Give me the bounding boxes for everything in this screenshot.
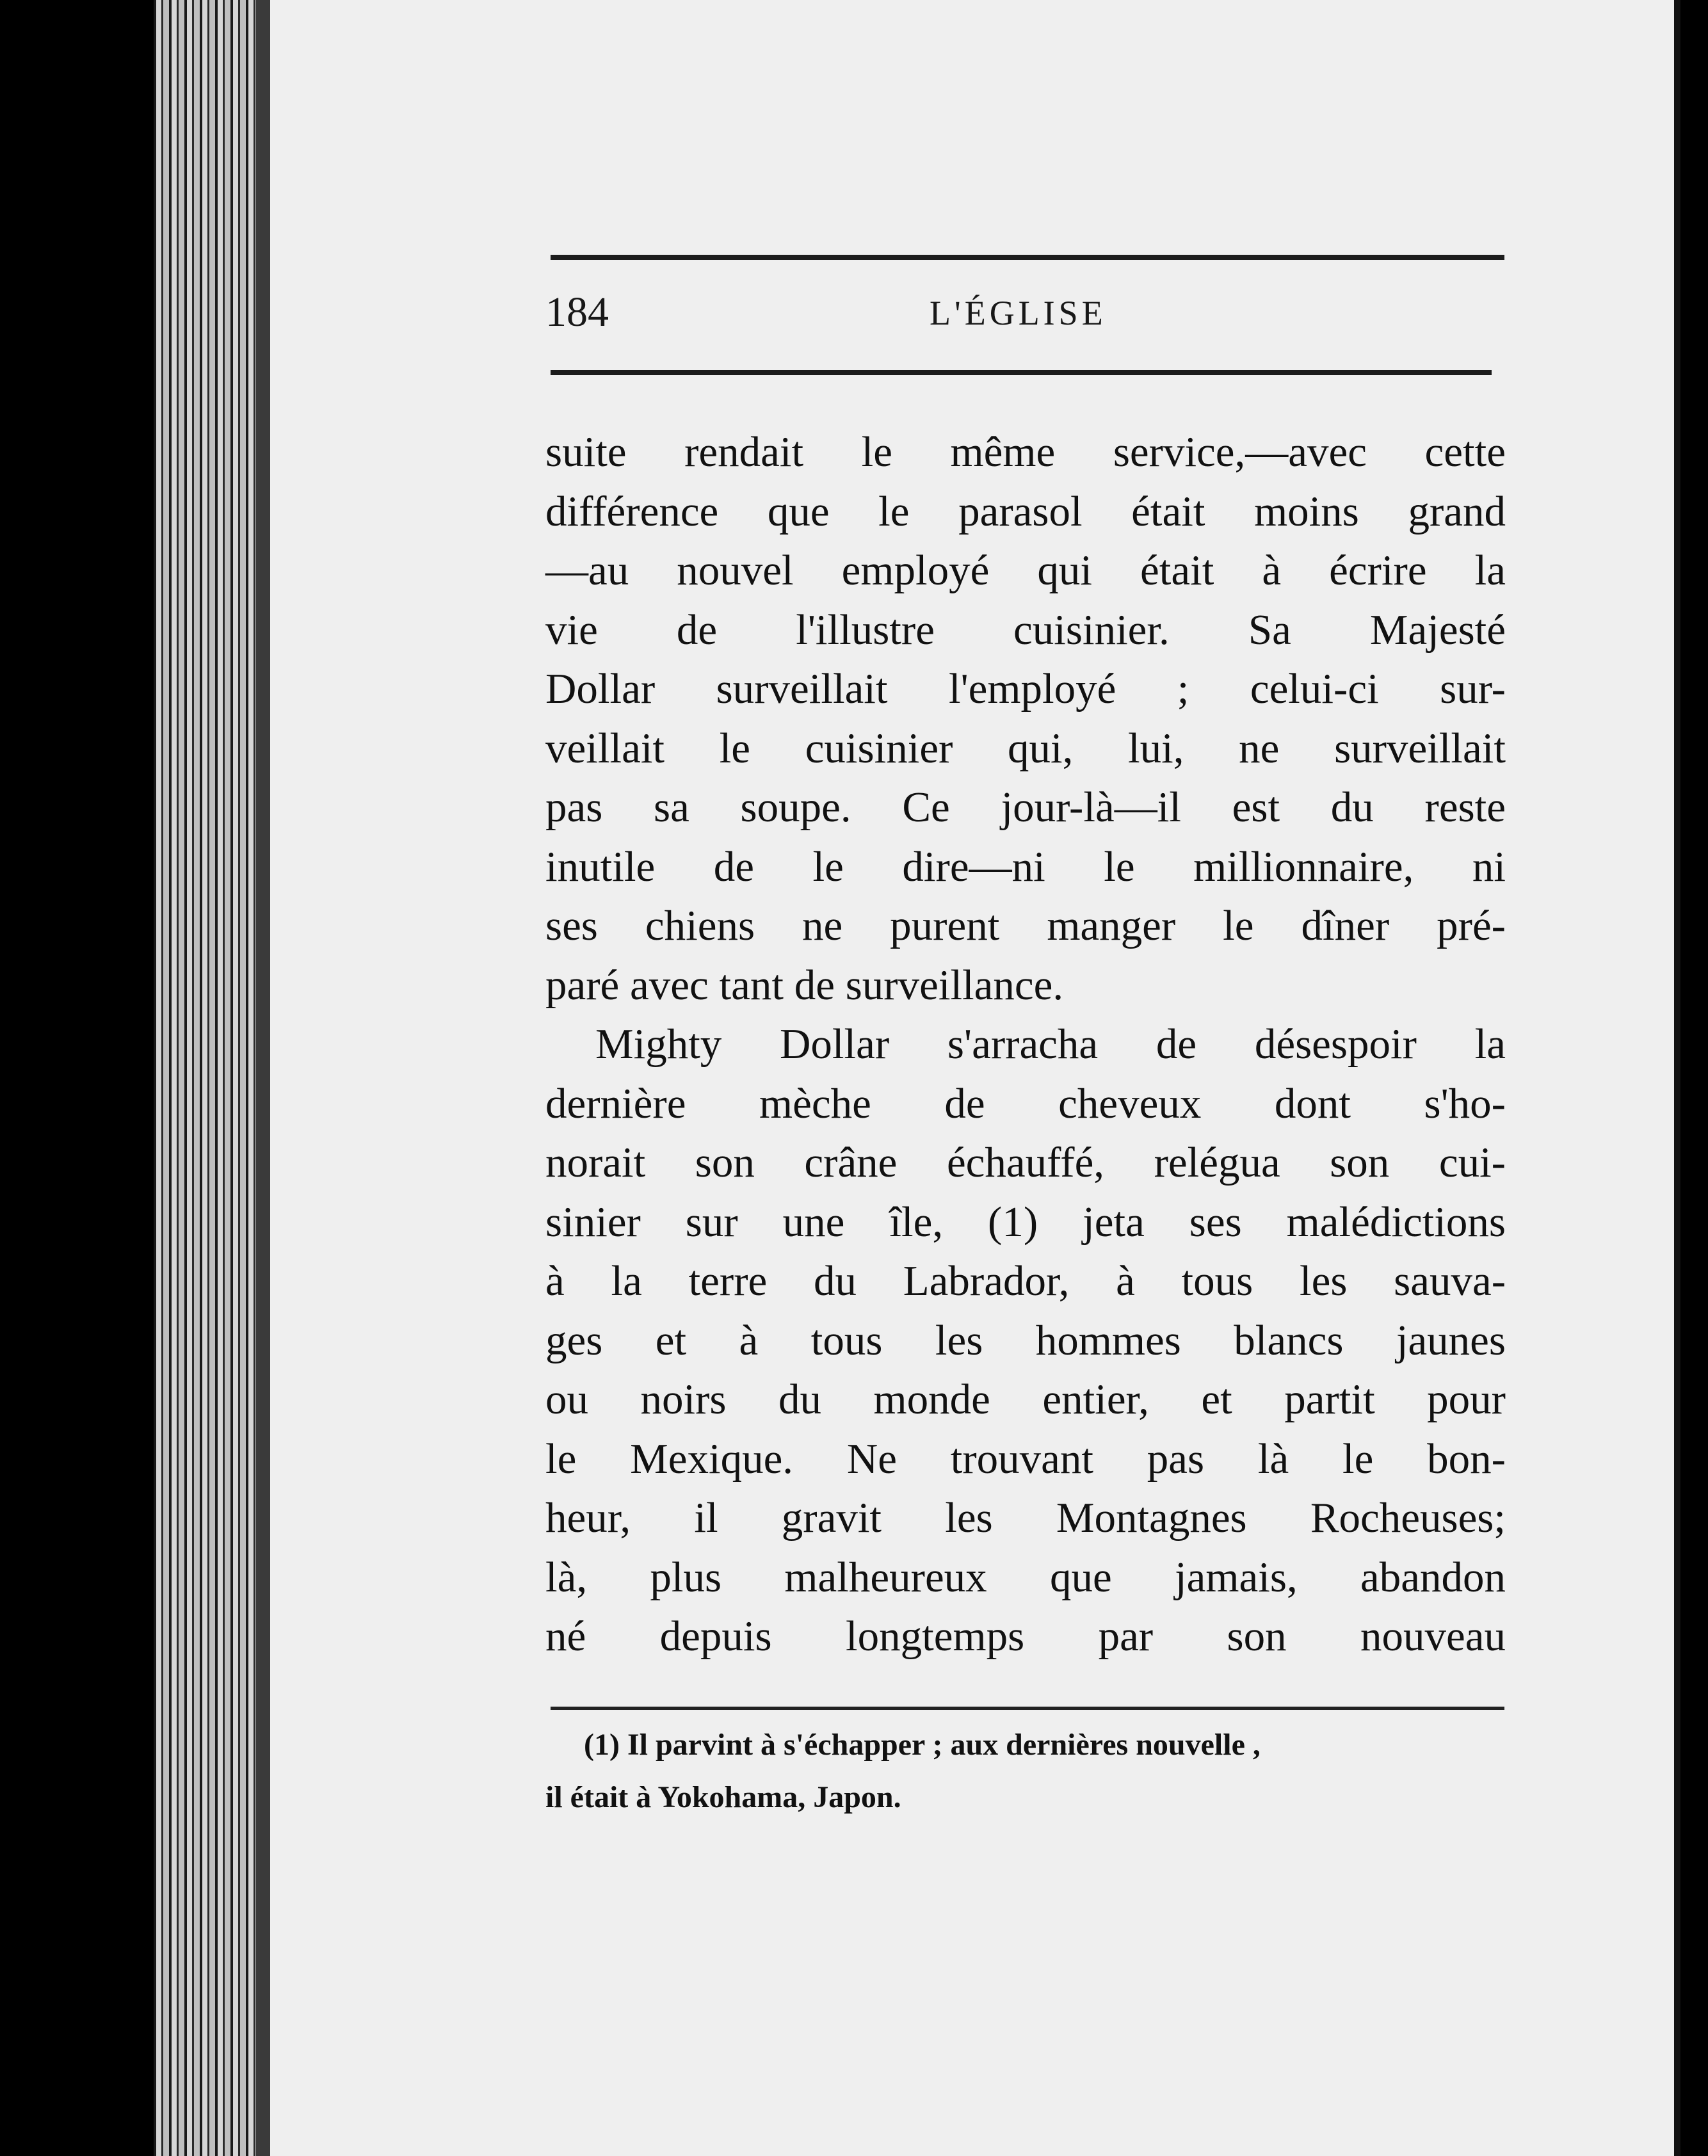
text-line: le Mexique. Ne trouvant pas là le bon- — [545, 1435, 1506, 1483]
text-line: veillait le cuisinier qui, lui, ne surveillait — [545, 724, 1506, 772]
text-line: vie de l'illustre cuisinier. Sa Majesté — [545, 606, 1506, 654]
footnote — [545, 1719, 1506, 1824]
header-rule-top — [551, 255, 1504, 260]
text-line: ou noirs du monde entier, et partit pour — [545, 1376, 1506, 1423]
text-line: norait son crâne échauffé, relégua son cui- — [545, 1139, 1506, 1186]
header-rule-bottom — [551, 370, 1492, 375]
text-line: différence que le parasol était moins grand — [545, 487, 1506, 535]
text-line: à la terre du Labrador, à tous les sauva- — [545, 1257, 1506, 1305]
text-line: Dollar surveillait l'employé ; celui-ci sur- — [545, 665, 1506, 712]
text-line: heur, il gravit les Montagnes Rocheuses; — [545, 1494, 1506, 1541]
text-line: —au nouvel employé qui était à écrire la — [545, 547, 1506, 594]
text-line: dernière mèche de cheveux dont s'ho- — [545, 1079, 1506, 1127]
body-text — [545, 422, 1506, 1666]
text-line: né depuis longtemps par son nouveau — [545, 1613, 1506, 1660]
page-right-edge — [1674, 0, 1680, 2156]
text-line: là, plus malheureux que jamais, abandon — [545, 1553, 1506, 1601]
running-title: L'ÉGLISE — [930, 294, 1107, 332]
text-line: inutile de le dire—ni le millionnaire, ni — [545, 842, 1506, 890]
page-header — [545, 288, 1506, 346]
text-line: pas sa soupe. Ce jour-là—il est du reste — [545, 784, 1506, 831]
text-line: ses chiens ne purent manger le dîner pré- — [545, 902, 1506, 949]
page-number: 184 — [545, 289, 609, 335]
page-gutter — [256, 0, 270, 2156]
text-line: suite rendait le même service,—avec cette — [545, 428, 1506, 476]
page-edges — [154, 0, 262, 2156]
text-line: ges et à tous les hommes blancs jaunes — [545, 1316, 1506, 1364]
footnote-line: (1) Il parvint à s'échapper ; aux dernières nouvelle , — [584, 1728, 1261, 1762]
text-line: sinier sur une île, (1) jeta ses malédictions — [545, 1198, 1506, 1246]
footnote-line: il était à Yokohama, Japon. — [545, 1780, 901, 1814]
text-line: Mighty Dollar s'arracha de désespoir la — [595, 1020, 1506, 1068]
footnote-rule — [551, 1707, 1504, 1710]
text-line: paré avec tant de surveillance. — [545, 961, 1064, 1009]
